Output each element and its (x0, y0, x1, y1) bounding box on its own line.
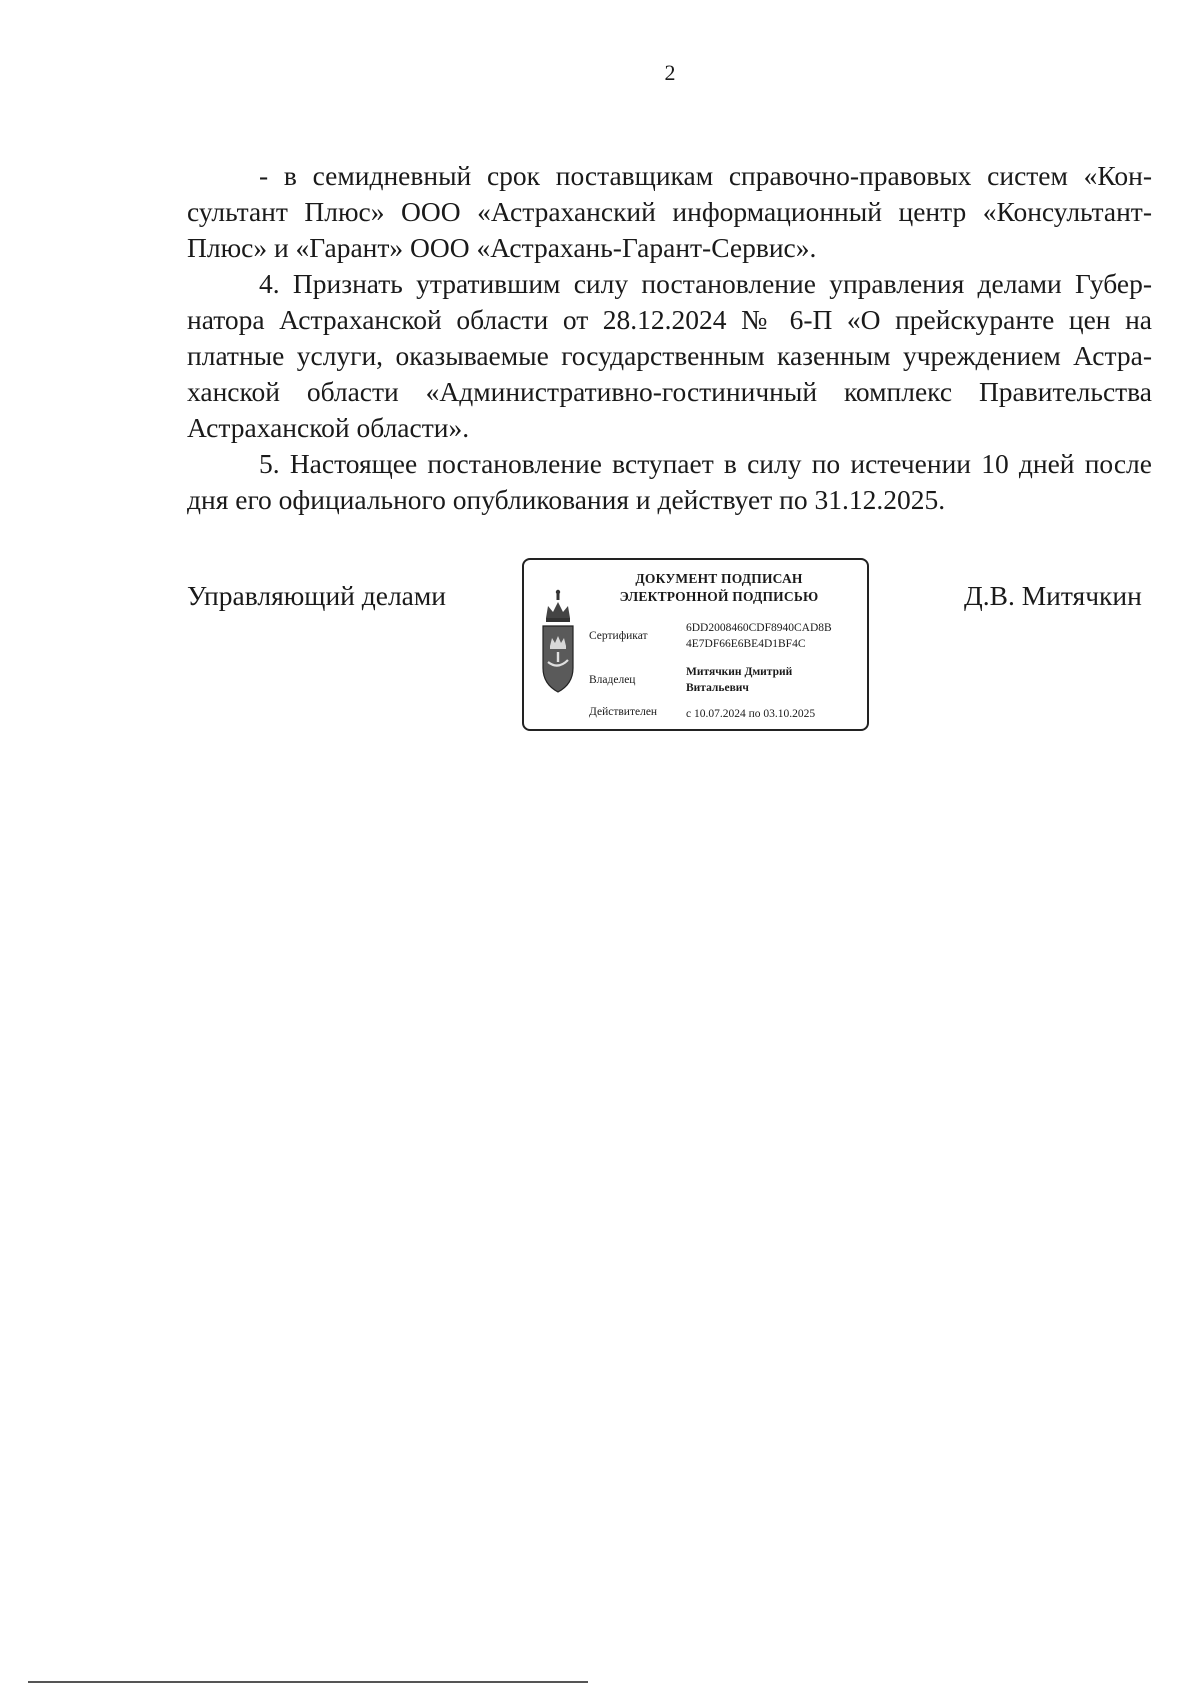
signatory-title: Управляющий делами (187, 580, 446, 611)
valid-value: с 10.07.2024 по 03.10.2025 (686, 708, 816, 720)
owner-line1: Митячкин Дмитрий (686, 666, 793, 678)
paragraph-effective-date: 5. Настоящее постановление вступает в силу по истечении 10 дней после дня его официального опубликования и действует по 31.12.2025. (187, 448, 1152, 515)
electronic-signature-stamp (522, 558, 869, 731)
paragraph-distribution: - в семидневный срок поставщикам справочно-правовых систем «Консультант Плюс» ООО «Астраханский информационный центр «КонсультантПлюс» и «Гарант» ООО «Астрахань-Гарант-Сервис». (187, 160, 1152, 263)
document-body (187, 158, 1152, 518)
certificate-value (686, 620, 832, 652)
paragraph-repeal: 4. Признать утратившим силу постановление управления делами Губернатора Астраханской области от 28.12.2024 № 6-П «О прейскуранте цен на платные услуги, оказываемые государственным казенным учреждением Астраханской области «Административно-гостиничный комплекс Правительства Астраханской области». (187, 268, 1152, 443)
certificate-label: Сертификат (589, 630, 648, 642)
valid-label: Действителен (589, 706, 658, 718)
certificate-line1: 6DD2008460CDF8940CAD8B (686, 622, 832, 634)
owner-value (686, 664, 792, 696)
owner-label: Владелец (589, 674, 636, 686)
stamp-header-line2: ЭЛЕКТРОННОЙ ПОДПИСЬЮ (619, 589, 819, 604)
owner-line2: Витальевич (686, 682, 749, 694)
stamp-header (574, 570, 864, 606)
stamp-header-line1: ДОКУМЕНТ ПОДПИСАН (635, 571, 803, 586)
coat-of-arms-icon (538, 588, 578, 708)
footer-divider (28, 1681, 588, 1683)
page-number: 2 (664, 60, 676, 85)
certificate-line2: 4E7DF66E6BE4D1BF4C (686, 638, 806, 650)
signatory-name: Д.В. Митячкин (964, 580, 1142, 611)
